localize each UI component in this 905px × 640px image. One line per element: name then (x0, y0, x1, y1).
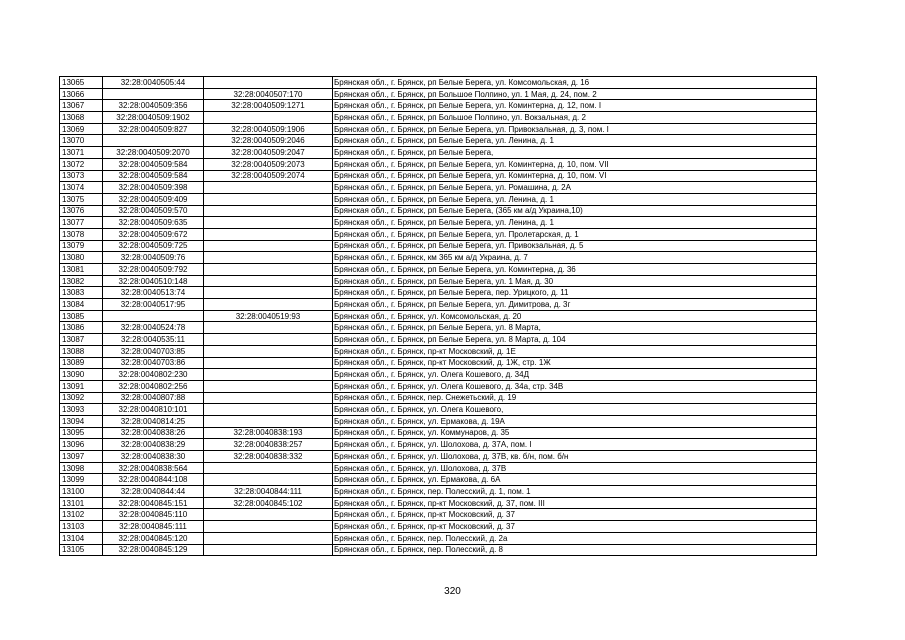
address-cell: Брянская обл., г. Брянск, рп Белые Берега, ул. Пролетарская, д. 1 (333, 228, 817, 240)
row-id-cell: 13087 (60, 334, 103, 346)
address-cell: Брянская обл., г. Брянск, ул. Шолохова, д. 37А, пом. I (333, 439, 817, 451)
table-row (60, 486, 817, 498)
row-id-cell: 13090 (60, 369, 103, 381)
object-cadastral-number-cell (204, 369, 333, 381)
row-id-cell: 13088 (60, 345, 103, 357)
cadastral-number-cell: 32:28:0040509:792 (103, 264, 204, 276)
cadastral-number-cell: 32:28:0040509:409 (103, 193, 204, 205)
object-cadastral-number-cell (204, 228, 333, 240)
address-cell: Брянская обл., г. Брянск, рп Белые Берега, ул. Коминтерна, д. 36 (333, 264, 817, 276)
address-cell: Брянская обл., г. Брянск, рп Белые Берега, ул. Коминтерна, д. 12, пом. I (333, 100, 817, 112)
table-row (60, 322, 817, 334)
address-cell: Брянская обл., г. Брянск, рп Белые Берега, ул. Ленина, д. 1 (333, 135, 817, 147)
table-row (60, 193, 817, 205)
row-id-cell: 13093 (60, 404, 103, 416)
row-id-cell: 13066 (60, 88, 103, 100)
address-cell: Брянская обл., г. Брянск, рп Белые Берега, ул. 8 Марта, д. 104 (333, 334, 817, 346)
cadastral-number-cell: 32:28:0040509:584 (103, 158, 204, 170)
row-id-cell: 13103 (60, 521, 103, 533)
cadastral-number-cell: 32:28:0040838:30 (103, 451, 204, 463)
cadastral-number-cell: 32:28:0040509:672 (103, 228, 204, 240)
cadastral-number-cell: 32:28:0040509:1902 (103, 112, 204, 124)
table-row (60, 100, 817, 112)
data-table (59, 76, 817, 556)
address-cell: Брянская обл., г. Брянск, пр-кт Московский, д. 1Ж, стр. 1Ж (333, 357, 817, 369)
table-row (60, 264, 817, 276)
cadastral-number-cell: 32:28:0040703:86 (103, 357, 204, 369)
row-id-cell: 13089 (60, 357, 103, 369)
object-cadastral-number-cell (204, 322, 333, 334)
address-cell: Брянская обл., г. Брянск, рп Белые Берега, ул. Димитрова, д. 3г (333, 299, 817, 311)
address-cell: Брянская обл., г. Брянск, рп Белые Берега, (365 км а/д Украина,10) (333, 205, 817, 217)
table-row (60, 240, 817, 252)
table-row (60, 392, 817, 404)
row-id-cell: 13101 (60, 497, 103, 509)
cadastral-number-cell: 32:28:0040509:398 (103, 182, 204, 194)
address-cell: Брянская обл., г. Брянск, ул. Ермакова, д. 19А (333, 415, 817, 427)
row-id-cell: 13067 (60, 100, 103, 112)
row-id-cell: 13083 (60, 287, 103, 299)
cadastral-number-cell: 32:28:0040509:2070 (103, 147, 204, 159)
cadastral-number-cell: 32:28:0040505:44 (103, 77, 204, 89)
row-id-cell: 13075 (60, 193, 103, 205)
address-cell: Брянская обл., г. Брянск, пр-кт Московский, д. 37 (333, 521, 817, 533)
table-row (60, 88, 817, 100)
address-cell: Брянская обл., г. Брянск, рп Белые Берега, (333, 147, 817, 159)
cadastral-number-cell: 32:28:0040838:29 (103, 439, 204, 451)
cadastral-number-cell: 32:28:0040838:26 (103, 427, 204, 439)
cadastral-number-cell (103, 88, 204, 100)
table-row (60, 415, 817, 427)
address-cell: Брянская обл., г. Брянск, рп Белые Берега, ул. Комсомольская, д. 16 (333, 77, 817, 89)
table-row (60, 404, 817, 416)
object-cadastral-number-cell (204, 77, 333, 89)
table-row (60, 299, 817, 311)
row-id-cell: 13081 (60, 264, 103, 276)
cadastral-number-cell (103, 135, 204, 147)
address-cell: Брянская обл., г. Брянск, рп Белые Берега, ул. Ромашина, д. 2А (333, 182, 817, 194)
table-row (60, 451, 817, 463)
object-cadastral-number-cell (204, 532, 333, 544)
row-id-cell: 13070 (60, 135, 103, 147)
address-cell: Брянская обл., г. Брянск, ул. Шолохова, д. 37В, кв. б/н, пом. б/н (333, 451, 817, 463)
cadastral-number-cell: 32:28:0040845:129 (103, 544, 204, 556)
table-row (60, 123, 817, 135)
object-cadastral-number-cell (204, 217, 333, 229)
row-id-cell: 13080 (60, 252, 103, 264)
row-id-cell: 13072 (60, 158, 103, 170)
row-id-cell: 13076 (60, 205, 103, 217)
table-row (60, 334, 817, 346)
row-id-cell: 13086 (60, 322, 103, 334)
cadastral-number-cell: 32:28:0040802:256 (103, 380, 204, 392)
table-row (60, 509, 817, 521)
cadastral-number-cell: 32:28:0040844:44 (103, 486, 204, 498)
object-cadastral-number-cell (204, 252, 333, 264)
cadastral-number-cell: 32:28:0040524:78 (103, 322, 204, 334)
table-row (60, 544, 817, 556)
cadastral-number-cell: 32:28:0040845:111 (103, 521, 204, 533)
row-id-cell: 13091 (60, 380, 103, 392)
object-cadastral-number-cell (204, 415, 333, 427)
address-cell: Брянская обл., г. Брянск, пер. Полесский, д. 1, пом. 1 (333, 486, 817, 498)
table-row (60, 462, 817, 474)
address-cell: Брянская обл., г. Брянск, ул. Олега Кошевого, (333, 404, 817, 416)
object-cadastral-number-cell: 32:28:0040509:2046 (204, 135, 333, 147)
row-id-cell: 13078 (60, 228, 103, 240)
address-cell: Брянская обл., г. Брянск, рп Белые Берега, ул. Привокзальная, д. 5 (333, 240, 817, 252)
object-cadastral-number-cell (204, 205, 333, 217)
table-row (60, 521, 817, 533)
table-row (60, 287, 817, 299)
cadastral-number-cell: 32:28:0040807:88 (103, 392, 204, 404)
table-row (60, 135, 817, 147)
cadastral-number-cell: 32:28:0040509:827 (103, 123, 204, 135)
row-id-cell: 13094 (60, 415, 103, 427)
table-row (60, 275, 817, 287)
row-id-cell: 13100 (60, 486, 103, 498)
cadastral-number-cell: 32:28:0040845:151 (103, 497, 204, 509)
cadastral-number-cell: 32:28:0040509:725 (103, 240, 204, 252)
table-row (60, 427, 817, 439)
address-cell: Брянская обл., г. Брянск, км 365 км а/д Украина, д. 7 (333, 252, 817, 264)
table-row (60, 252, 817, 264)
row-id-cell: 13073 (60, 170, 103, 182)
row-id-cell: 13096 (60, 439, 103, 451)
table-row (60, 228, 817, 240)
row-id-cell: 13068 (60, 112, 103, 124)
address-cell: Брянская обл., г. Брянск, рп Белые Берега, пер. Урицкого, д. 11 (333, 287, 817, 299)
address-cell: Брянская обл., г. Брянск, пер. Полесский, д. 2а (333, 532, 817, 544)
object-cadastral-number-cell (204, 264, 333, 276)
address-cell: Брянская обл., г. Брянск, пр-кт Московский, д. 37 (333, 509, 817, 521)
row-id-cell: 13104 (60, 532, 103, 544)
row-id-cell: 13069 (60, 123, 103, 135)
row-id-cell: 13105 (60, 544, 103, 556)
object-cadastral-number-cell: 32:28:0040509:1906 (204, 123, 333, 135)
row-id-cell: 13099 (60, 474, 103, 486)
address-cell: Брянская обл., г. Брянск, пр-кт Московский, д. 37, пом. III (333, 497, 817, 509)
cadastral-number-cell: 32:28:0040509:584 (103, 170, 204, 182)
table-row (60, 497, 817, 509)
table-row (60, 77, 817, 89)
cadastral-number-cell: 32:28:0040509:76 (103, 252, 204, 264)
object-cadastral-number-cell: 32:28:0040507:170 (204, 88, 333, 100)
object-cadastral-number-cell: 32:28:0040838:332 (204, 451, 333, 463)
table-row (60, 532, 817, 544)
table-row (60, 170, 817, 182)
address-cell: Брянская обл., г. Брянск, рп Белые Берега, ул. Привокзальная, д. 3, пом. I (333, 123, 817, 135)
object-cadastral-number-cell (204, 334, 333, 346)
object-cadastral-number-cell (204, 182, 333, 194)
object-cadastral-number-cell: 32:28:0040509:2047 (204, 147, 333, 159)
object-cadastral-number-cell (204, 462, 333, 474)
cadastral-number-cell: 32:28:0040703:85 (103, 345, 204, 357)
object-cadastral-number-cell (204, 240, 333, 252)
cadastral-number-cell: 32:28:0040845:120 (103, 532, 204, 544)
object-cadastral-number-cell (204, 474, 333, 486)
table-row (60, 310, 817, 322)
cadastral-number-cell: 32:28:0040810:101 (103, 404, 204, 416)
table-row (60, 380, 817, 392)
address-cell: Брянская обл., г. Брянск, пр-кт Московский, д. 1Е (333, 345, 817, 357)
row-id-cell: 13085 (60, 310, 103, 322)
cadastral-number-cell: 32:28:0040510:148 (103, 275, 204, 287)
address-cell: Брянская обл., г. Брянск, рп Белые Берега, ул. 8 Марта, (333, 322, 817, 334)
address-cell: Брянская обл., г. Брянск, ул. Комсомольская, д. 20 (333, 310, 817, 322)
cadastral-number-cell: 32:28:0040845:110 (103, 509, 204, 521)
cadastral-number-cell: 32:28:0040844:108 (103, 474, 204, 486)
object-cadastral-number-cell: 32:28:0040838:193 (204, 427, 333, 439)
row-id-cell: 13095 (60, 427, 103, 439)
table-row (60, 369, 817, 381)
address-cell: Брянская обл., г. Брянск, рп Большое Полпино, ул. 1 Мая, д. 24, пом. 2 (333, 88, 817, 100)
object-cadastral-number-cell (204, 112, 333, 124)
row-id-cell: 13071 (60, 147, 103, 159)
table-row (60, 217, 817, 229)
table-row (60, 182, 817, 194)
table-row (60, 158, 817, 170)
address-cell: Брянская обл., г. Брянск, рп Белые Берега, ул. Коминтерна, д. 10, пом. VI (333, 170, 817, 182)
object-cadastral-number-cell (204, 299, 333, 311)
row-id-cell: 13098 (60, 462, 103, 474)
address-cell: Брянская обл., г. Брянск, ул. Коммунаров, д. 35 (333, 427, 817, 439)
object-cadastral-number-cell (204, 392, 333, 404)
cadastral-number-cell: 32:28:0040802:230 (103, 369, 204, 381)
address-cell: Брянская обл., г. Брянск, пер. Снежетьский, д. 19 (333, 392, 817, 404)
object-cadastral-number-cell (204, 404, 333, 416)
object-cadastral-number-cell (204, 544, 333, 556)
object-cadastral-number-cell (204, 345, 333, 357)
row-id-cell: 13065 (60, 77, 103, 89)
row-id-cell: 13077 (60, 217, 103, 229)
object-cadastral-number-cell (204, 287, 333, 299)
address-cell: Брянская обл., г. Брянск, ул. Олега Кошевого, д. 34а, стр. 34В (333, 380, 817, 392)
object-cadastral-number-cell: 32:28:0040845:102 (204, 497, 333, 509)
row-id-cell: 13084 (60, 299, 103, 311)
object-cadastral-number-cell: 32:28:0040509:2073 (204, 158, 333, 170)
cadastral-number-cell: 32:28:0040513:74 (103, 287, 204, 299)
row-id-cell: 13097 (60, 451, 103, 463)
cadastral-number-cell: 32:28:0040535:11 (103, 334, 204, 346)
row-id-cell: 13092 (60, 392, 103, 404)
object-cadastral-number-cell (204, 357, 333, 369)
cadastral-number-cell (103, 310, 204, 322)
object-cadastral-number-cell: 32:28:0040509:2074 (204, 170, 333, 182)
address-cell: Брянская обл., г. Брянск, рп Белые Берега, ул. Ленина, д. 1 (333, 217, 817, 229)
table-row (60, 205, 817, 217)
page-number: 320 (444, 586, 461, 597)
row-id-cell: 13102 (60, 509, 103, 521)
address-cell: Брянская обл., г. Брянск, рп Белые Берега, ул. Ленина, д. 1 (333, 193, 817, 205)
address-cell: Брянская обл., г. Брянск, ул. Шолохова, д. 37В (333, 462, 817, 474)
cadastral-number-cell: 32:28:0040517:95 (103, 299, 204, 311)
table-row (60, 112, 817, 124)
address-cell: Брянская обл., г. Брянск, пер. Полесский, д. 8 (333, 544, 817, 556)
table-row (60, 345, 817, 357)
cadastral-number-cell: 32:28:0040814:25 (103, 415, 204, 427)
object-cadastral-number-cell (204, 509, 333, 521)
address-cell: Брянская обл., г. Брянск, ул. Олега Кошевого, д. 34Д (333, 369, 817, 381)
row-id-cell: 13074 (60, 182, 103, 194)
table-row (60, 474, 817, 486)
table-row (60, 439, 817, 451)
table-body (60, 77, 817, 556)
table-row (60, 357, 817, 369)
cadastral-number-cell: 32:28:0040509:356 (103, 100, 204, 112)
object-cadastral-number-cell (204, 521, 333, 533)
object-cadastral-number-cell: 32:28:0040838:257 (204, 439, 333, 451)
address-cell: Брянская обл., г. Брянск, ул. Ермакова, д. 6А (333, 474, 817, 486)
cadastral-number-cell: 32:28:0040509:570 (103, 205, 204, 217)
object-cadastral-number-cell (204, 380, 333, 392)
row-id-cell: 13079 (60, 240, 103, 252)
table-row (60, 147, 817, 159)
address-cell: Брянская обл., г. Брянск, рп Белые Берега, ул. Коминтерна, д. 10, пом. VII (333, 158, 817, 170)
object-cadastral-number-cell (204, 275, 333, 287)
object-cadastral-number-cell: 32:28:0040519:93 (204, 310, 333, 322)
row-id-cell: 13082 (60, 275, 103, 287)
cadastral-number-cell: 32:28:0040838:564 (103, 462, 204, 474)
object-cadastral-number-cell: 32:28:0040509:1271 (204, 100, 333, 112)
cadastral-number-cell: 32:28:0040509:635 (103, 217, 204, 229)
address-cell: Брянская обл., г. Брянск, рп Большое Полпино, ул. Вокзальная, д. 2 (333, 112, 817, 124)
object-cadastral-number-cell (204, 193, 333, 205)
object-cadastral-number-cell: 32:28:0040844:111 (204, 486, 333, 498)
address-cell: Брянская обл., г. Брянск, рп Белые Берега, ул. 1 Мая, д. 30 (333, 275, 817, 287)
